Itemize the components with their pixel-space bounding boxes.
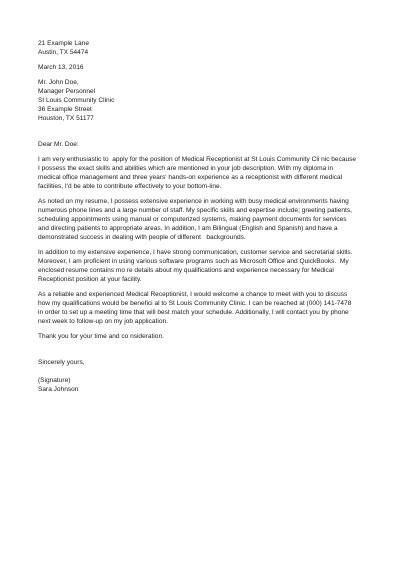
sender-street: 21 Example Lane [38,40,89,47]
signer-name: Sara Johnson [38,386,79,393]
signature-placeholder: (Signature) [38,377,71,384]
paragraph-line: demonstrated success in dealing with people of different backgrounds. [38,234,246,241]
paragraph-5 [38,332,370,341]
sender-city: Austin, TX 54474 [38,49,89,56]
paragraph-4 [38,290,370,326]
recipient-name: Mr. John Doe, [38,79,79,86]
closing: Sincerely yours, [38,359,85,366]
paragraph-line: Moreover, I am proficient in using various software programs such as Microsoft Office and QuickBooks. My [38,258,349,265]
letter-date: March 13, 2016 [38,64,84,71]
paragraph-line: I possess the exact skills and abilities which are mentioned in your job description. With my diploma in [38,165,334,172]
paragraph-line: I am very enthusiastic to apply for the position of Medical Receptionist at St Louis Community Cli nic because [38,156,357,163]
sender-address [38,39,370,57]
paragraph-1 [38,155,370,191]
recipient-city: Houston, TX 51177 [38,115,94,122]
recipient-address [38,78,370,123]
paragraph-line: facilities, I'd be able to contribute effectively to your bottom-line. [38,183,222,190]
paragraph-line: In addition to my extensive experience, I have strong communication, customer service and secretarial skills. [38,249,353,256]
paragraph-line: scheduling appointments using manual or computerized systems, making payment documents for services [38,216,347,223]
paragraph-line: and directing patients to appropriate areas. In addition, I am Bilingual (English and Spanish) and have a [38,225,338,232]
signature-block [38,376,370,394]
paragraph-line: medical office management and three years' hands-on experience as a receptionist with different medical [38,174,343,181]
paragraph-line: in order to set up a meeting time that will best match your schedule. Additionally, I will contact you by phone [38,309,349,316]
paragraph-line: Receptionist position at your facility. [38,276,142,283]
cover-letter [38,39,370,394]
paragraph-line: enclosed resume contains mo re details about my qualifications and experience necessary for Medical [38,267,334,274]
paragraph-line: As noted on my resume, I possess extensive experience in working with busy medical environments having [38,198,349,205]
paragraph-3 [38,248,370,284]
recipient-organization: St Louis Community Clinic [38,97,115,104]
paragraph-line: Thank you for your time and co nsideration. [38,333,164,340]
paragraph-line: next week to follow-up on my job application. [38,318,168,325]
paragraph-line: As a reliable and experienced Medical Receptionist, I would welcome a chance to meet with you to discuss [38,291,348,298]
paragraph-2 [38,197,370,242]
recipient-title: Manager Personnel [38,88,96,95]
paragraph-line: numerous phone lines and a large number of staff. My specific skills and expertise include; greeting patients, [38,207,352,214]
paragraph-line: how my qualifications would be benefici al to St Louis Community Clinic. I can be reached at (000) 141-7478 [38,300,352,307]
salutation: Dear Mr. Doe: [38,141,79,148]
recipient-street: 36 Example Street [38,106,92,113]
